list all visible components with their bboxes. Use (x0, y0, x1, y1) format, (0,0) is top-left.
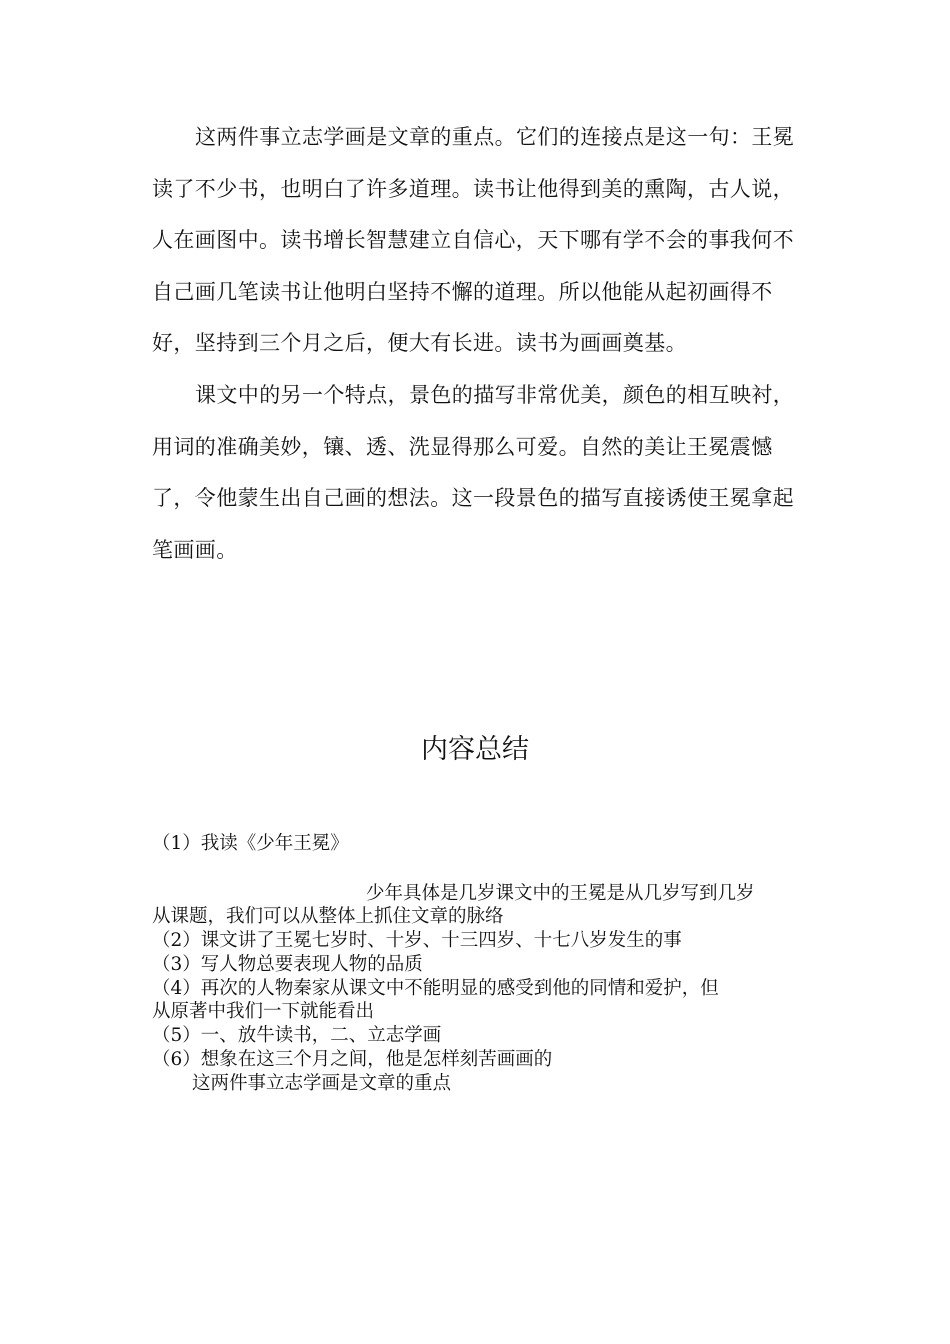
summary-line-7: 从原著中我们一下就能看出 (152, 1001, 375, 1022)
summary-line-2: 少年具体是几岁课文中的王冕是从几岁写到几岁 (366, 883, 755, 904)
summary-line-4: （2）课文讲了王冕七岁时、十岁、十三四岁、十七八岁发生的事 (152, 930, 682, 951)
summary-line-3: 从课题，我们可以从整体上抓住文章的脉络 (152, 906, 504, 927)
body-paragraph-1: 这两件事立志学画是文章的重点。它们的连接点是这一句：王冕读了不少书，也明白了许多道理。读书让他得到美的熏陶，古人说，人在画图中。读书增长智慧建立自信心，天下哪有学不会的事我何不自己画几笔读书让他明白坚持不懈的道理。所以他能从起初画得不好，坚持到三个月之后，便大有长进。读书为画画奠基。 (152, 125, 795, 356)
summary-line-5: （3）写人物总要表现人物的品质 (152, 954, 423, 975)
body-paragraph-2: 课文中的另一个特点，景色的描写非常优美，颜色的相互映衬，用词的准确美妙，镶、透、洗显得那么可爱。自然的美让王冕震憾了，令他蒙生出自己画的想法。这一段景色的描写直接诱使王冕拿起笔画画。 (152, 383, 795, 562)
summary-line-10: 这两件事立志学画是文章的重点 (192, 1073, 452, 1094)
summary-line-6: （4）再次的人物秦家从课文中不能明显的感受到他的同情和爱护，但 (152, 978, 719, 999)
summary-line-9: （6）想象在这三个月之间，他是怎样刻苦画画的 (152, 1049, 553, 1070)
section-heading: 内容总结 (421, 734, 529, 765)
summary-line-8: （5）一、放牛读书，二、立志学画 (152, 1025, 442, 1046)
summary-line-1: （1）我读《少年王冕》 (152, 833, 349, 854)
